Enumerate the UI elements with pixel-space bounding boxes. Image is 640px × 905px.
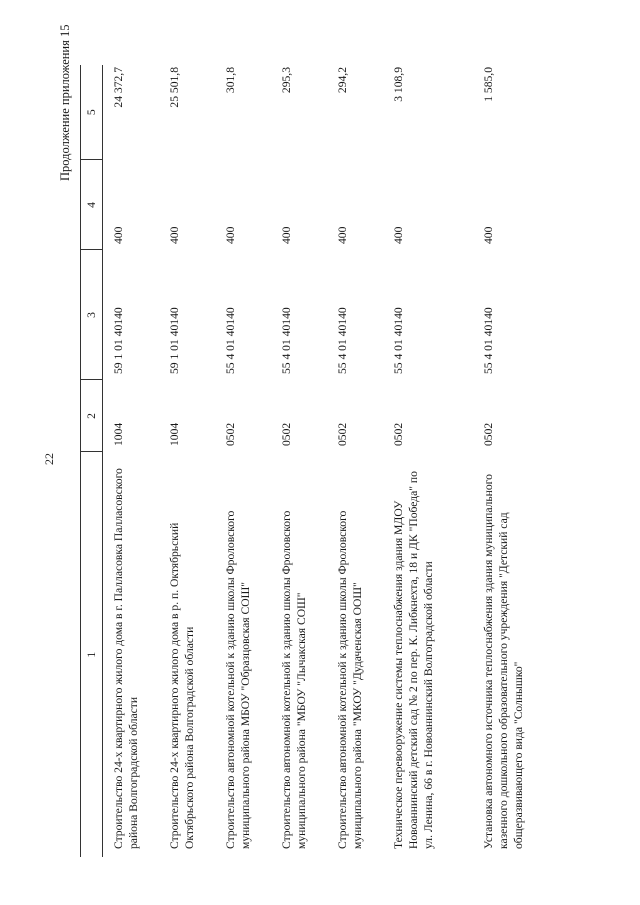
table-row (473, 65, 543, 857)
row-section: 0502 (481, 422, 495, 446)
row-type: 400 (167, 226, 181, 244)
row-target: 55 4 01 40140 (279, 307, 293, 374)
row-target: 59 1 01 40140 (167, 307, 181, 374)
row-type: 400 (223, 226, 237, 244)
row-type: 400 (112, 226, 126, 244)
row-amount: 24 372,7 (112, 67, 126, 108)
row-amount: 3 108,9 (391, 67, 405, 102)
table-row (215, 65, 271, 857)
table-row (103, 65, 159, 857)
header-col-1: 1 (81, 452, 103, 857)
page-number: 22 (42, 453, 56, 465)
header-col-5: 5 (81, 65, 103, 160)
table-row (383, 65, 473, 857)
row-section: 1004 (112, 422, 126, 446)
header-col-2: 2 (81, 380, 103, 452)
budget-table (80, 65, 543, 857)
row-target: 55 4 01 40140 (223, 307, 237, 374)
row-type: 400 (481, 226, 495, 244)
row-section: 0502 (279, 422, 293, 446)
table-header-row (81, 65, 103, 857)
row-amount: 25 501,8 (167, 67, 181, 108)
row-amount: 295,3 (279, 67, 293, 94)
header-col-4: 4 (81, 160, 103, 250)
row-name: Строительство автономной котельной к зданию школы Фроловского муниципального района МБОУ "Образцовская СОШ" (223, 510, 252, 849)
table-row (327, 65, 383, 857)
row-name: Строительство 24-х квартирного жилого дома в г. Палласовка Палласовского района Волгоградской области (112, 468, 141, 849)
row-section: 0502 (391, 422, 405, 446)
row-amount: 301,8 (223, 67, 237, 94)
row-section: 0502 (223, 422, 237, 446)
row-target: 55 4 01 40140 (391, 307, 405, 374)
row-section: 0502 (335, 422, 349, 446)
row-amount: 294,2 (335, 67, 349, 94)
row-name: Техническое перевооружение системы теплоснабжения здания МДОУ Новоаннинский детский сад № 2 по пер. К. Либкнехта, 18 и ДК "Победа" по ул. Ленина, 66 в г. Новоаннинский Волгоградской области (391, 471, 435, 849)
row-name: Установка автономного источника теплоснабжения здания муниципального казенного дошкольного образовательного учреждения "Детский сад общеразвивающего вида "Солнышко" (481, 474, 525, 849)
row-name: Строительство автономной котельной к зданию школы Фроловского муниципального района "МБОУ "Лычакская СОШ" (279, 510, 308, 849)
row-target: 55 4 01 40140 (481, 307, 495, 374)
table-row (271, 65, 327, 857)
row-target: 59 1 01 40140 (112, 307, 126, 374)
row-name: Строительство 24-х квартирного жилого дома в р. п. Октябрьский Октябрьского района Волгоградской области (167, 522, 196, 849)
continuation-title: Продолжение приложения 15 (58, 24, 72, 181)
table-row (159, 65, 215, 857)
row-type: 400 (335, 226, 349, 244)
row-amount: 1 585,0 (481, 67, 495, 102)
row-target: 55 4 01 40140 (335, 307, 349, 374)
row-section: 1004 (167, 422, 181, 446)
row-type: 400 (279, 226, 293, 244)
row-name: Строительство автономной котельной к зданию школы Фроловского муниципального района "МКОУ "Дудаченская ООШ" (335, 510, 364, 849)
row-type: 400 (391, 226, 405, 244)
header-col-3: 3 (81, 250, 103, 380)
